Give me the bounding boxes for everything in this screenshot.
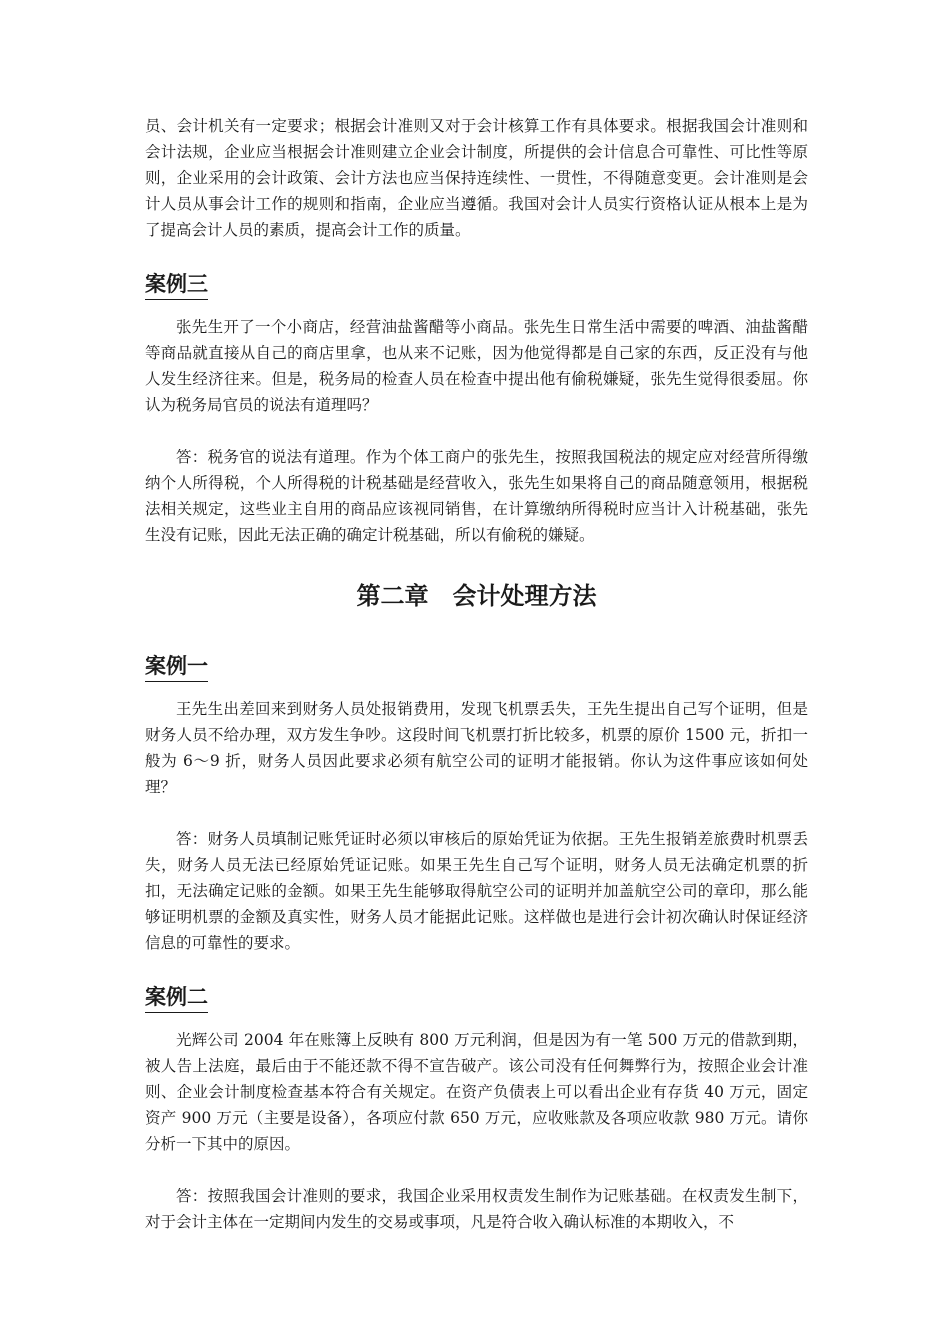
ch2-case1-heading: 案例一	[145, 652, 208, 682]
paragraph-gap	[145, 800, 808, 826]
paragraph-gap	[145, 418, 808, 444]
ch2-case1-question: 王先生出差回来到财务人员处报销费用，发现飞机票丢失，王先生提出自己写个证明，但是财务人员不给办理，双方发生争吵。这段时间飞机票打折比较多，机票的原价 1500 元，折扣一般为 6～9 折，财务人员因此要求必须有航空公司的证明才能报销。你认为这件事应该如何处理？	[145, 700, 808, 796]
ch2-case2-heading-wrap	[145, 983, 808, 1013]
ch2-case1-heading-wrap	[145, 652, 808, 682]
ch2-case2-question: 光辉公司 2004 年在账簿上反映有 800 万元利润，但是因为有一笔 500 万元的借款到期，被人告上法庭，最后由于不能还款不得不宣告破产。该公司没有任何舞弊行为，按照企业会计准则、企业会计制度检查基本符合有关规定。在资产负债表上可以看出企业有存货 40 万元，固定资产 900 万元（主要是设备），各项应付款 650 万元，应收账款及各项应收款 980 万元。请你分析一下其中的原因。	[145, 1031, 808, 1153]
ch2-case2-heading: 案例二	[145, 983, 208, 1013]
case3-answer: 答：税务官的说法有道理。作为个体工商户的张先生，按照我国税法的规定应对经营所得缴纳个人所得税，个人所得税的计税基础是经营收入，张先生如果将自己的商品随意领用，根据税法相关规定，这些业主自用的商品应该视同销售，在计算缴纳所得税时应当计入计税基础，张先生没有记账，因此无法正确的确定计税基础，所以有偷税的嫌疑。	[145, 448, 808, 544]
case3-heading: 案例三	[145, 270, 208, 300]
case3-question: 张先生开了一个小商店，经营油盐酱醋等小商品。张先生日常生活中需要的啤酒、油盐酱醋等商品就直接从自己的商店里拿，也从来不记账，因为他觉得都是自己家的东西，反正没有与他人发生经济往来。但是，税务局的检查人员在检查中提出他有偷税嫌疑，张先生觉得很委屈。你认为税务局官员的说法有道理吗？	[145, 318, 808, 414]
ch2-case1-answer: 答：财务人员填制记账凭证时必须以审核后的原始凭证为依据。王先生报销差旅费时机票丢失，财务人员无法已经原始凭证记账。如果王先生自己写个证明，财务人员无法确定机票的折扣，无法确定记账的金额。如果王先生能够取得航空公司的证明并加盖航空公司的章印，那么能够证明机票的金额及真实性，财务人员才能据此记账。这样做也是进行会计初次确认时保证经济信息的可靠性的要求。	[145, 830, 808, 952]
chapter-title: 第二章 会计处理方法	[356, 582, 597, 610]
ch2-case2-answer: 答：按照我国会计准则的要求，我国企业采用权责发生制作为记账基础。在权责发生制下，对于会计主体在一定期间内发生的交易或事项，凡是符合收入确认标准的本期收入，不	[145, 1187, 808, 1231]
intro-paragraph: 员、会计机关有一定要求；根据会计准则又对于会计核算工作有具体要求。根据我国会计准则和会计法规，企业应当根据会计准则建立企业会计制度，所提供的会计信息合可靠性、可比性等原则，企业采用的会计政策、会计方法也应当保持连续性、一贯性，不得随意变更。会计准则是会计人员从事会计工作的规则和指南，企业应当遵循。我国对会计人员实行资格认证从根本上是为了提高会计人员的素质，提高会计工作的质量。	[145, 117, 808, 239]
document-page	[145, 113, 808, 1235]
paragraph-gap	[145, 1157, 808, 1183]
case3-heading-wrap	[145, 270, 808, 300]
